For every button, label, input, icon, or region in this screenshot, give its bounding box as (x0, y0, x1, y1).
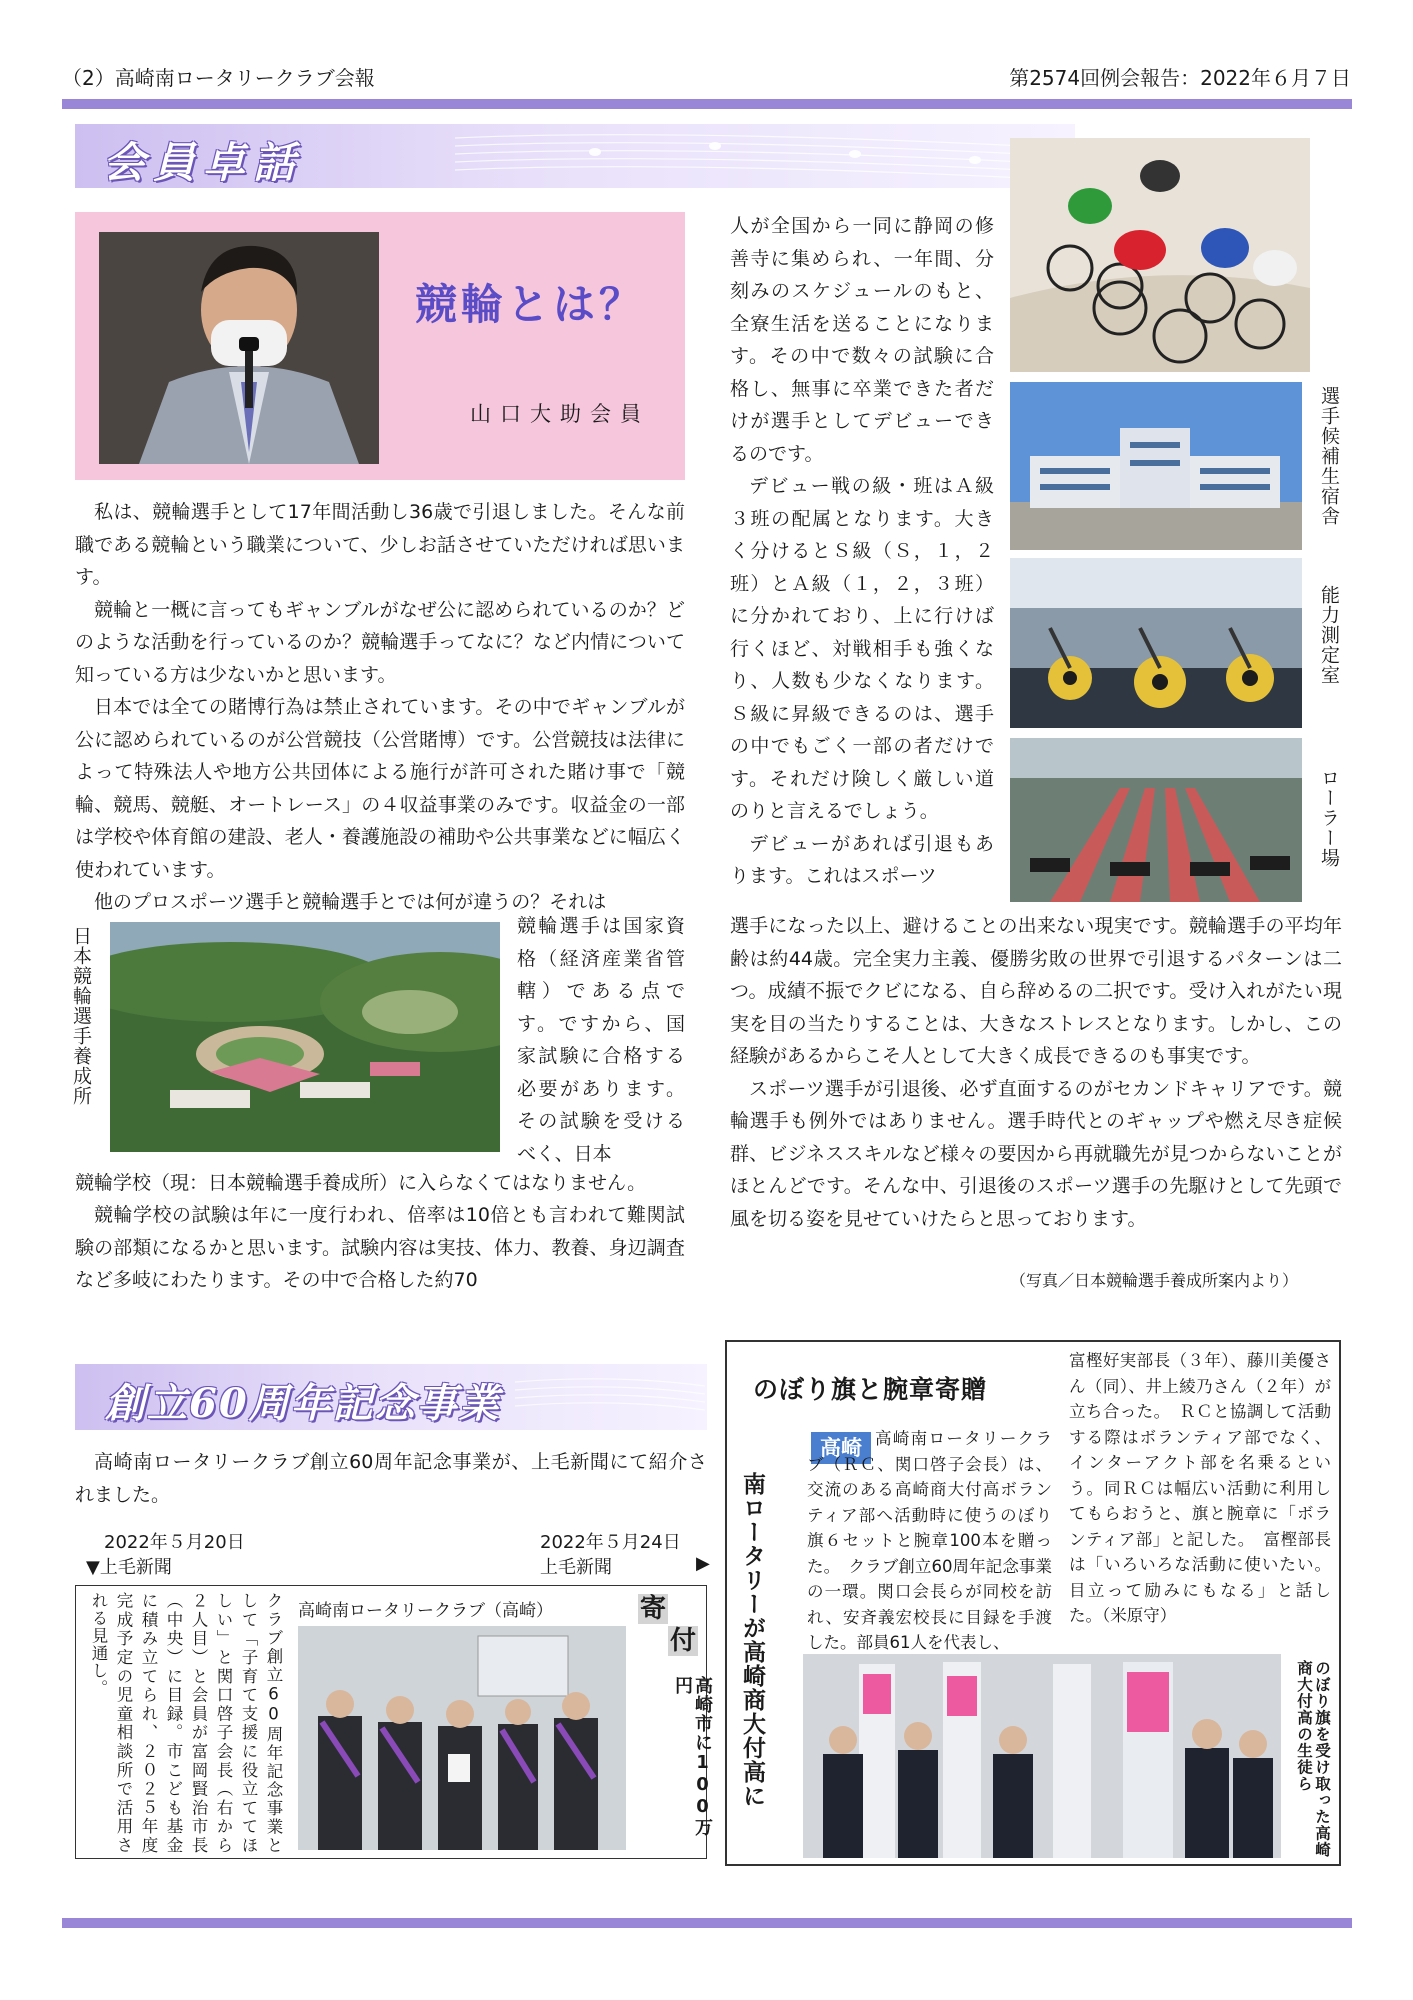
photo-credit: （写真／日本競輪選手養成所案内より） (1010, 1271, 1299, 1290)
clip2-date: 2022年５月24日 (540, 1532, 681, 1553)
anniversary-intro: 高崎南ロータリークラブ創立60周年記念事業が、上毛新聞にて紹介されました。 (75, 1451, 707, 1506)
article-aside-text: 競輪選手は国家資格（経済産業省管轄）である点です。ですから、国家試験に合格する必要があります。その試験を受けるべく、日本 (517, 915, 685, 1165)
clip1-tag-1: 寄 (639, 1594, 666, 1624)
dormitory-photo (1010, 382, 1302, 550)
testing-room-photo (1010, 558, 1302, 728)
dormitory-illustration (1010, 382, 1302, 550)
paragraph: 日本では全ての賭博行為は禁止されています。その中でギャンブルが公に認められているのが公営競技（公営賭博）です。公営競技は法律によって特殊法人や地方公共団体による施行が許可された賭け事で「競輪、競馬、競艇、オートレース」の４収益事業のみです。収益金の一部は学校や体育館の建設、老人・養護施設の補助や公共事業などに幅広く使われています。 (75, 696, 685, 881)
caption-training-center: 日本競輪選手養成所 (70, 926, 92, 1106)
speaker-photo-illustration (99, 232, 379, 464)
section-band-anniversary (75, 1364, 707, 1430)
keirin-race-illustration (1010, 138, 1310, 372)
newspaper-clipping-2 (725, 1340, 1341, 1866)
testing-room-illustration (1010, 558, 1302, 728)
clip1-org: 高崎南ロータリークラブ（高崎） (298, 1601, 553, 1621)
clip2-paper: 上毛新聞 (540, 1557, 612, 1578)
meeting-report-date: 第2574回例会報告：2022年６月７日 (1009, 66, 1351, 90)
clip1-tag-2: 付 (669, 1626, 696, 1656)
speaker-photo (99, 232, 379, 464)
clip2-col2: 富樫好実部長（３年）、藤川美優さん（同）、井上綾乃さん（２年）が立ち合った。 ＲＣと協調して活動する際はボランティア部でなく、インターアクト部を名乗るという。同ＲＣは幅広い活動に利用してもらおうと、旗と腕章に「ボランティア部」と記した。 富樫部長は「いろいろな活動に使いたい。目立って励みにもなる」と話した。（米原守） (1069, 1351, 1331, 1625)
caption-testing-room: 能力測定室 (1318, 585, 1340, 685)
training-center-photo (110, 922, 500, 1152)
banner-photo-illustration (803, 1654, 1281, 1858)
caption-dormitory: 選手候補生宿舎 (1318, 386, 1340, 526)
header-divider (62, 99, 1352, 109)
clip1-body: クラブ創立60周年記念事業として「子育て支援に役立ててほしい」と関口啓子会長（右から２人目）と会員が富岡賢治市長（中央）に目録。市こども基金に積み立てられ、２０２５年度完成予定の児童相談所で活用される見通し。 (89, 1592, 283, 1854)
clip2-arrow: ▶ (696, 1553, 710, 1574)
paragraph: 競輪学校の試験は年に一度行われ、倍率は10倍とも言われて難関試験の部類になるかと思います。試験内容は実技、体力、教養、身辺調査など多岐にわたります。その中で合格した約70 (75, 1204, 685, 1291)
clip2-col1: 高崎南ロータリークラブ（ＲＣ、関口啓子会長）は、交流のある高崎商大付高ボランティア部へ活動時に使うのぼり旗６セットと腕章100本を贈った。 クラブ創立60周年記念事業の一環。関口会長らが同校を訪れ、安斉義宏校長に目録を手渡した。部員61人を代表し、 (807, 1429, 1052, 1652)
speaker-name: 山口大助会員 (470, 402, 650, 426)
article-title: 競輪とは？ (415, 280, 646, 329)
clip2-photo-caption: のぼり旗を受け取った高崎商大付高の生徒ら (1295, 1660, 1331, 1858)
banner-photo (803, 1654, 1281, 1858)
clip1-subhead: 高崎市に100万円 (672, 1676, 713, 1837)
article-title-box (75, 212, 685, 480)
paragraph: デビューがあれば引退もあります。これはスポーツ (730, 832, 994, 887)
paragraph: デビュー戦の級・班はＡ級３班の配属となります。大きく分けるとＳ級（Ｓ，１，２班）とＡ級（１，２，３班）に分かれており、上に行けば行くほど、対戦相手も強くなり、人数も少なくなります。Ｓ級に昇級できるのは、選手の中でもごく一部の者だけです。それだけ険しく厳しい道のりと言えるでしょう。 (730, 475, 994, 822)
section-band-speech (75, 124, 1075, 188)
newsletter-issue-label: （2）高崎南ロータリークラブ会報 (62, 66, 375, 90)
clip2-city-tag: 高崎 (811, 1432, 871, 1464)
paragraph: 選手になった以上、避けることの出来ない現実です。競輪選手の平均年齢は約44歳。完全実力主義、優勝劣敗の世界で引退するパターンは二つ。成績不振でクビになる、自ら辞めるの二択です。受け入れがたい現実を目の当たりすることは、大きなストレスとなります。しかし、この経験があるからこそ人として大きく成長できるのも事実です。 (730, 915, 1342, 1067)
article-middle-column (730, 210, 994, 893)
clip1-paper: ▼上毛新聞 (86, 1557, 172, 1578)
paragraph: 他のプロスポーツ選手と競輪選手とでは何が違うの？それは (94, 891, 607, 913)
training-center-illustration (110, 922, 500, 1152)
section-title-anniversary: 創立60周年記念事業 (105, 1380, 501, 1427)
donation-photo-illustration (298, 1626, 626, 1850)
paragraph: 人が全国から一同に静岡の修善寺に集められ、一年間、分刻みのスケジュールのもと、全寮生活を送ることになります。その中で数々の試験に合格し、無事に卒業できた者だけが選手としてデビューできるのです。 (730, 215, 994, 465)
footer-divider (62, 1918, 1352, 1928)
article-left-column (75, 496, 685, 919)
paragraph: 競輪学校（現：日本競輪選手養成所）に入らなくてはなりません。 (75, 1172, 647, 1194)
paragraph: 私は、競輪選手として17年間活動し36歳で引退しました。そんな前職である競輪という職業について、少しお話させていただければ思います。 (75, 501, 685, 588)
keirin-race-photo (1010, 138, 1310, 372)
donation-photo (298, 1626, 626, 1850)
paragraph: 競輪と一概に言ってもギャンブルがなぜ公に認められているのか？どのような活動を行っているのか？競輪選手ってなに？など内情について知っている方は少ないかと思います。 (75, 598, 685, 686)
roller-area-illustration (1010, 738, 1302, 902)
caption-roller-area: ローラー場 (1318, 768, 1340, 868)
article-lower-right (730, 910, 1342, 1235)
clip2-headline: のぼり旗と腕章寄贈 (753, 1375, 988, 1404)
clip1-date: 2022年５月20日 (104, 1532, 245, 1553)
paragraph: スポーツ選手が引退後、必ず直面するのがセカンドキャリアです。競輪選手も例外ではありません。選手時代とのギャップや燃え尽き症候群、ビジネススキルなど様々の要因から再就職先が見つからないことがほとんどです。そんな中、引退後のスポーツ選手の先駆けとして先頭で風を切る姿を見せていけたらと思っております。 (730, 1077, 1342, 1230)
newspaper-clipping-1 (75, 1585, 713, 1859)
section-title-speech: 会員卓話 (103, 138, 304, 187)
clip2-vertical-headline: 南ロータリーが高崎商大付高に (739, 1472, 765, 1808)
roller-area-photo (1010, 738, 1302, 902)
